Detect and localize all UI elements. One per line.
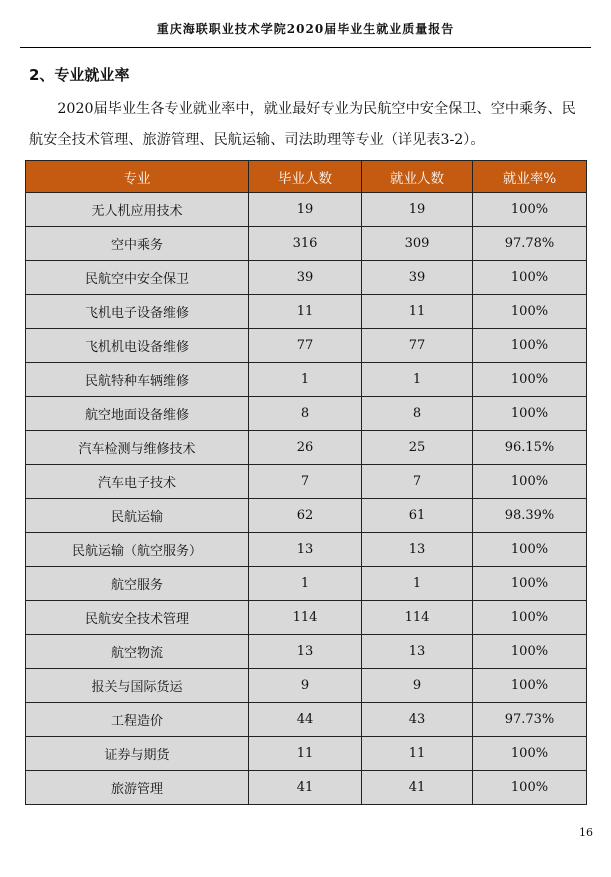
cell-rate: 100% [473, 567, 587, 601]
cell-graduates: 9 [249, 669, 362, 703]
cell-rate: 97.73% [473, 703, 587, 737]
col-header-graduates: 毕业人数 [249, 161, 362, 193]
cell-rate: 100% [473, 261, 587, 295]
table-row [26, 499, 587, 533]
cell-major: 民航安全技术管理 [26, 601, 249, 635]
cell-rate: 100% [473, 193, 587, 227]
table-row [26, 533, 587, 567]
cell-graduates: 62 [249, 499, 362, 533]
cell-major: 汽车检测与维修技术 [26, 431, 249, 465]
cell-major: 民航运输 [26, 499, 249, 533]
cell-employed: 1 [362, 363, 473, 397]
table-row [26, 771, 587, 805]
section-title: 2、专业就业率 [29, 66, 130, 84]
cell-major: 旅游管理 [26, 771, 249, 805]
cell-graduates: 39 [249, 261, 362, 295]
cell-rate: 100% [473, 295, 587, 329]
cell-graduates: 41 [249, 771, 362, 805]
cell-rate: 96.15% [473, 431, 587, 465]
table-row [26, 567, 587, 601]
cell-graduates: 8 [249, 397, 362, 431]
table-row [26, 261, 587, 295]
cell-rate: 100% [473, 533, 587, 567]
cell-employed: 114 [362, 601, 473, 635]
cell-rate: 100% [473, 771, 587, 805]
cell-rate: 100% [473, 363, 587, 397]
intro-paragraph: 2020届毕业生各专业就业率中，就业最好专业为民航空中安全保卫、空中乘务、民航安全技术管理、旅游管理、民航运输、司法助理等专业（详见表3-2）。 [29, 101, 576, 148]
cell-rate: 100% [473, 737, 587, 771]
cell-graduates: 44 [249, 703, 362, 737]
page-header: 重庆海联职业技术学院2020届毕业生就业质量报告 [156, 22, 455, 36]
header-divider [20, 47, 591, 48]
table-row [26, 363, 587, 397]
cell-major: 无人机应用技术 [26, 193, 249, 227]
table-row [26, 669, 587, 703]
cell-graduates: 13 [249, 635, 362, 669]
cell-employed: 13 [362, 533, 473, 567]
table-row [26, 703, 587, 737]
cell-employed: 41 [362, 771, 473, 805]
cell-major: 飞机机电设备维修 [26, 329, 249, 363]
cell-employed: 25 [362, 431, 473, 465]
table-row [26, 193, 587, 227]
cell-major: 航空物流 [26, 635, 249, 669]
cell-employed: 77 [362, 329, 473, 363]
cell-graduates: 316 [249, 227, 362, 261]
table-header-row [26, 161, 587, 193]
employment-rate-table [25, 160, 587, 805]
cell-graduates: 77 [249, 329, 362, 363]
cell-employed: 9 [362, 669, 473, 703]
cell-major: 空中乘务 [26, 227, 249, 261]
cell-rate: 97.78% [473, 227, 587, 261]
cell-employed: 19 [362, 193, 473, 227]
cell-major: 证券与期货 [26, 737, 249, 771]
cell-graduates: 1 [249, 567, 362, 601]
cell-graduates: 11 [249, 295, 362, 329]
cell-employed: 61 [362, 499, 473, 533]
table-row [26, 227, 587, 261]
cell-major: 民航空中安全保卫 [26, 261, 249, 295]
cell-major: 工程造价 [26, 703, 249, 737]
table-row [26, 601, 587, 635]
cell-employed: 11 [362, 295, 473, 329]
cell-rate: 98.39% [473, 499, 587, 533]
col-header-employed: 就业人数 [362, 161, 473, 193]
table-row [26, 397, 587, 431]
cell-major: 汽车电子技术 [26, 465, 249, 499]
table-row [26, 329, 587, 363]
cell-graduates: 11 [249, 737, 362, 771]
cell-employed: 8 [362, 397, 473, 431]
cell-employed: 7 [362, 465, 473, 499]
table-row [26, 465, 587, 499]
cell-graduates: 13 [249, 533, 362, 567]
cell-major: 民航运输（航空服务） [26, 533, 249, 567]
table-body [26, 193, 587, 805]
cell-employed: 309 [362, 227, 473, 261]
cell-major: 航空地面设备维修 [26, 397, 249, 431]
cell-employed: 11 [362, 737, 473, 771]
cell-major: 飞机电子设备维修 [26, 295, 249, 329]
cell-major: 民航特种车辆维修 [26, 363, 249, 397]
cell-graduates: 1 [249, 363, 362, 397]
table-row [26, 295, 587, 329]
cell-major: 航空服务 [26, 567, 249, 601]
cell-employed: 43 [362, 703, 473, 737]
cell-rate: 100% [473, 329, 587, 363]
cell-rate: 100% [473, 669, 587, 703]
col-header-major: 专业 [26, 161, 249, 193]
page-number: 16 [579, 826, 593, 839]
table-row [26, 737, 587, 771]
cell-rate: 100% [473, 635, 587, 669]
cell-graduates: 26 [249, 431, 362, 465]
table-row [26, 431, 587, 465]
cell-graduates: 7 [249, 465, 362, 499]
cell-rate: 100% [473, 397, 587, 431]
cell-employed: 1 [362, 567, 473, 601]
cell-rate: 100% [473, 601, 587, 635]
cell-major: 报关与国际货运 [26, 669, 249, 703]
cell-employed: 39 [362, 261, 473, 295]
cell-rate: 100% [473, 465, 587, 499]
cell-employed: 13 [362, 635, 473, 669]
cell-graduates: 19 [249, 193, 362, 227]
table-row [26, 635, 587, 669]
cell-graduates: 114 [249, 601, 362, 635]
col-header-rate: 就业率% [473, 161, 587, 193]
